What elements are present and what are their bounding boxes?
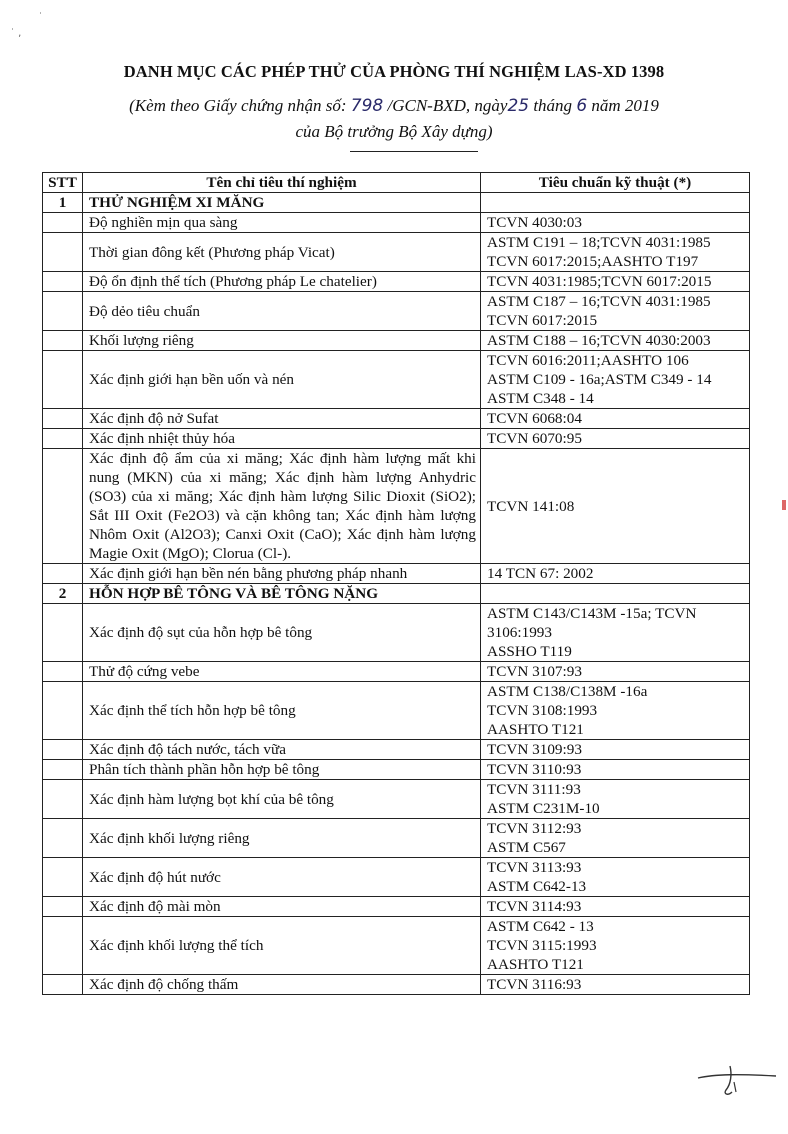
test-name-cell: Độ ổn định thể tích (Phương pháp Le chatelier) [83,272,481,292]
standard-cell [481,233,750,272]
row-stt-empty [43,897,83,917]
standard-cell [481,213,750,233]
row-stt-empty [43,917,83,975]
scan-red-mark [782,500,786,510]
standard-cell [481,429,750,449]
test-name-cell: Xác định hàm lượng bọt khí của bê tông [83,780,481,819]
document-title: DANH MỤC CÁC PHÉP THỬ CỦA PHÒNG THÍ NGHIỆM LAS-XD 1398 [123,62,665,81]
row-stt-empty [43,564,83,584]
standard-line: ASTM C567 [487,839,566,856]
standard-line: ASSHO T119 [487,643,572,660]
standard-cell [481,409,750,429]
test-list-table [42,172,750,995]
standard-line: TCVN 6070:95 [487,430,582,447]
standard-line: TCVN 4031:1985;TCVN 6017:2015 [487,273,712,290]
attach-mid: /GCN-BXD, ngày [387,96,508,115]
attachment-note-line2: của Bộ trưởng Bộ Xây dựng) [295,122,493,141]
standard-line: TCVN 6016:2011;AASHTO 106 [487,352,689,369]
test-name-cell: Xác định độ tách nước, tách vữa [83,740,481,760]
standard-cell [481,858,750,897]
row-stt-empty [43,292,83,331]
row-stt-empty [43,449,83,564]
table-row [43,819,750,858]
section-standard-empty [481,584,750,604]
row-stt-empty [43,662,83,682]
test-name-cell: Xác định giới hạn bền nén bằng phương pháp nhanh [83,564,481,584]
row-stt-empty [43,272,83,292]
standard-line: TCVN 141:08 [487,497,575,515]
test-name-cell: Xác định nhiệt thủy hóa [83,429,481,449]
header-standard: Tiêu chuẩn kỹ thuật (*) [481,173,750,193]
standard-line: ASTM C187 – 16;TCVN 4031:1985 [487,293,711,310]
standard-cell [481,662,750,682]
table-row [43,662,750,682]
table-row [43,740,750,760]
standard-line: TCVN 4030:03 [487,214,582,231]
table-row [43,331,750,351]
section-row [43,584,750,604]
row-stt-empty [43,780,83,819]
standard-cell [481,740,750,760]
standard-line: TCVN 6017:2015 [487,312,598,329]
standard-line: TCVN 3113:93 [487,859,582,876]
test-name-cell: Độ nghiền mịn qua sàng [83,213,481,233]
test-name-cell: Xác định khối lượng thể tích [83,917,481,975]
test-name-cell: Xác định độ chống thấm [83,975,481,995]
attach-prefix: (Kèm theo Giấy chứng nhận số: [129,96,347,115]
test-name-cell: Xác định độ ẩm của xi măng; Xác định hàm lượng mất khi nung (MKN) của xi măng; Xác định hàm lượng Anhydric (SO3) của xi măng; Xác định hàm lượng Silic Dioxit (SiO2); Sắt III Oxit (Fe2O3) và cặn không tan; Xác định hàm lượng Nhôm Oxit (Al2O3); Canxi Oxit (CaO); Xác định hàm lượng Magie Oxit (MgO); Clorua (Cl-). [83,449,481,564]
standard-line: ASTM C642-13 [487,878,587,895]
row-stt-empty [43,682,83,740]
section-number: 1 [43,193,83,213]
month-label: tháng [533,96,573,115]
table-body [43,193,750,995]
standard-line: TCVN 3108:1993 [487,702,598,719]
test-name-cell: Thử độ cứng vebe [83,662,481,682]
table-row [43,917,750,975]
standard-line: ASTM C231M-10 [487,800,600,817]
row-stt-empty [43,409,83,429]
standard-line: ASTM C138/C138M -16a [487,683,648,700]
standard-cell [481,292,750,331]
table-row [43,213,750,233]
standard-line: 14 TCN 67: 2002 [487,565,594,582]
standard-line: TCVN 3107:93 [487,663,582,680]
standard-line: TCVN 6017:2015;AASHTO T197 [487,253,699,270]
standard-line: ASTM C642 - 13 [487,918,594,935]
test-name-cell: Xác định độ hút nước [83,858,481,897]
test-name-cell: Độ dẻo tiêu chuẩn [83,292,481,331]
table-header-row [43,173,750,193]
standard-cell [481,760,750,780]
signature-mark [690,1052,780,1102]
test-name-cell: Khối lượng riêng [83,331,481,351]
standard-line: ASTM C188 – 16;TCVN 4030:2003 [487,332,711,349]
test-name-cell: Xác định thể tích hỗn hợp bê tông [83,682,481,740]
table-row [43,449,750,564]
standard-line: TCVN 3109:93 [487,741,582,758]
row-stt-empty [43,604,83,662]
standard-line: 3106:1993 [487,624,552,641]
section-number: 2 [43,584,83,604]
row-stt-empty [43,858,83,897]
attachment-note-line1 [0,96,788,116]
section-standard-empty [481,193,750,213]
test-name-cell: Xác định độ nở Sufat [83,409,481,429]
standard-line: ASTM C348 - 14 [487,390,594,407]
header-stt: STT [43,173,83,193]
table-row [43,272,750,292]
scan-speck: ˙ , [10,28,22,39]
test-name-cell: Xác định giới hạn bền uốn và nén [83,351,481,409]
standard-line: TCVN 3116:93 [487,976,582,993]
row-stt-empty [43,760,83,780]
scan-speck: ˙ [38,12,43,23]
section-title: THỬ NGHIỆM XI MĂNG [83,193,481,213]
row-stt-empty [43,819,83,858]
standard-cell [481,351,750,409]
standard-line: TCVN 3110:93 [487,761,582,778]
standard-cell [481,682,750,740]
test-name-cell: Xác định khối lượng riêng [83,819,481,858]
standard-line: ASTM C109 - 16a;ASTM C349 - 14 [487,371,712,388]
test-name-cell: Xác định độ sụt của hỗn hợp bê tông [83,604,481,662]
title-divider [350,151,478,152]
standard-line: TCVN 3112:93 [487,820,582,837]
table-row [43,897,750,917]
standard-line: TCVN 3114:93 [487,898,582,915]
standard-cell [481,917,750,975]
cert-number: 798 [350,96,384,116]
issue-day: 25 [507,96,530,116]
table-row [43,292,750,331]
table-row [43,858,750,897]
standard-line: ASTM C143/C143M -15a; TCVN [487,605,697,622]
table-row [43,351,750,409]
table-row [43,975,750,995]
row-stt-empty [43,233,83,272]
row-stt-empty [43,351,83,409]
standard-cell [481,975,750,995]
standard-line: TCVN 3111:93 [487,781,581,798]
table-row [43,409,750,429]
standard-line: AASHTO T121 [487,956,584,973]
table-row [43,233,750,272]
standard-cell [481,449,750,564]
standard-line: TCVN 6068:04 [487,410,582,427]
standard-line: AASHTO T121 [487,721,584,738]
header-test-name: Tên chỉ tiêu thí nghiệm [83,173,481,193]
section-row [43,193,750,213]
table-row [43,780,750,819]
standard-line: ASTM C191 – 18;TCVN 4031:1985 [487,234,711,251]
standard-line: TCVN 3115:1993 [487,937,597,954]
issue-month: 6 [576,96,588,116]
standard-cell [481,331,750,351]
row-stt-empty [43,429,83,449]
table-row [43,564,750,584]
standard-cell [481,780,750,819]
standard-cell [481,819,750,858]
test-name-cell: Xác định độ mài mòn [83,897,481,917]
standard-cell [481,272,750,292]
section-title: HỖN HỢP BÊ TÔNG VÀ BÊ TÔNG NẶNG [83,584,481,604]
table-row [43,682,750,740]
row-stt-empty [43,975,83,995]
row-stt-empty [43,331,83,351]
standard-cell [481,897,750,917]
table-row [43,760,750,780]
test-name-cell: Thời gian đông kết (Phương pháp Vicat) [83,233,481,272]
standard-cell [481,604,750,662]
table-row [43,429,750,449]
year-label: năm 2019 [591,96,659,115]
standard-cell [481,564,750,584]
test-name-cell: Phân tích thành phần hỗn hợp bê tông [83,760,481,780]
table-row [43,604,750,662]
row-stt-empty [43,213,83,233]
row-stt-empty [43,740,83,760]
